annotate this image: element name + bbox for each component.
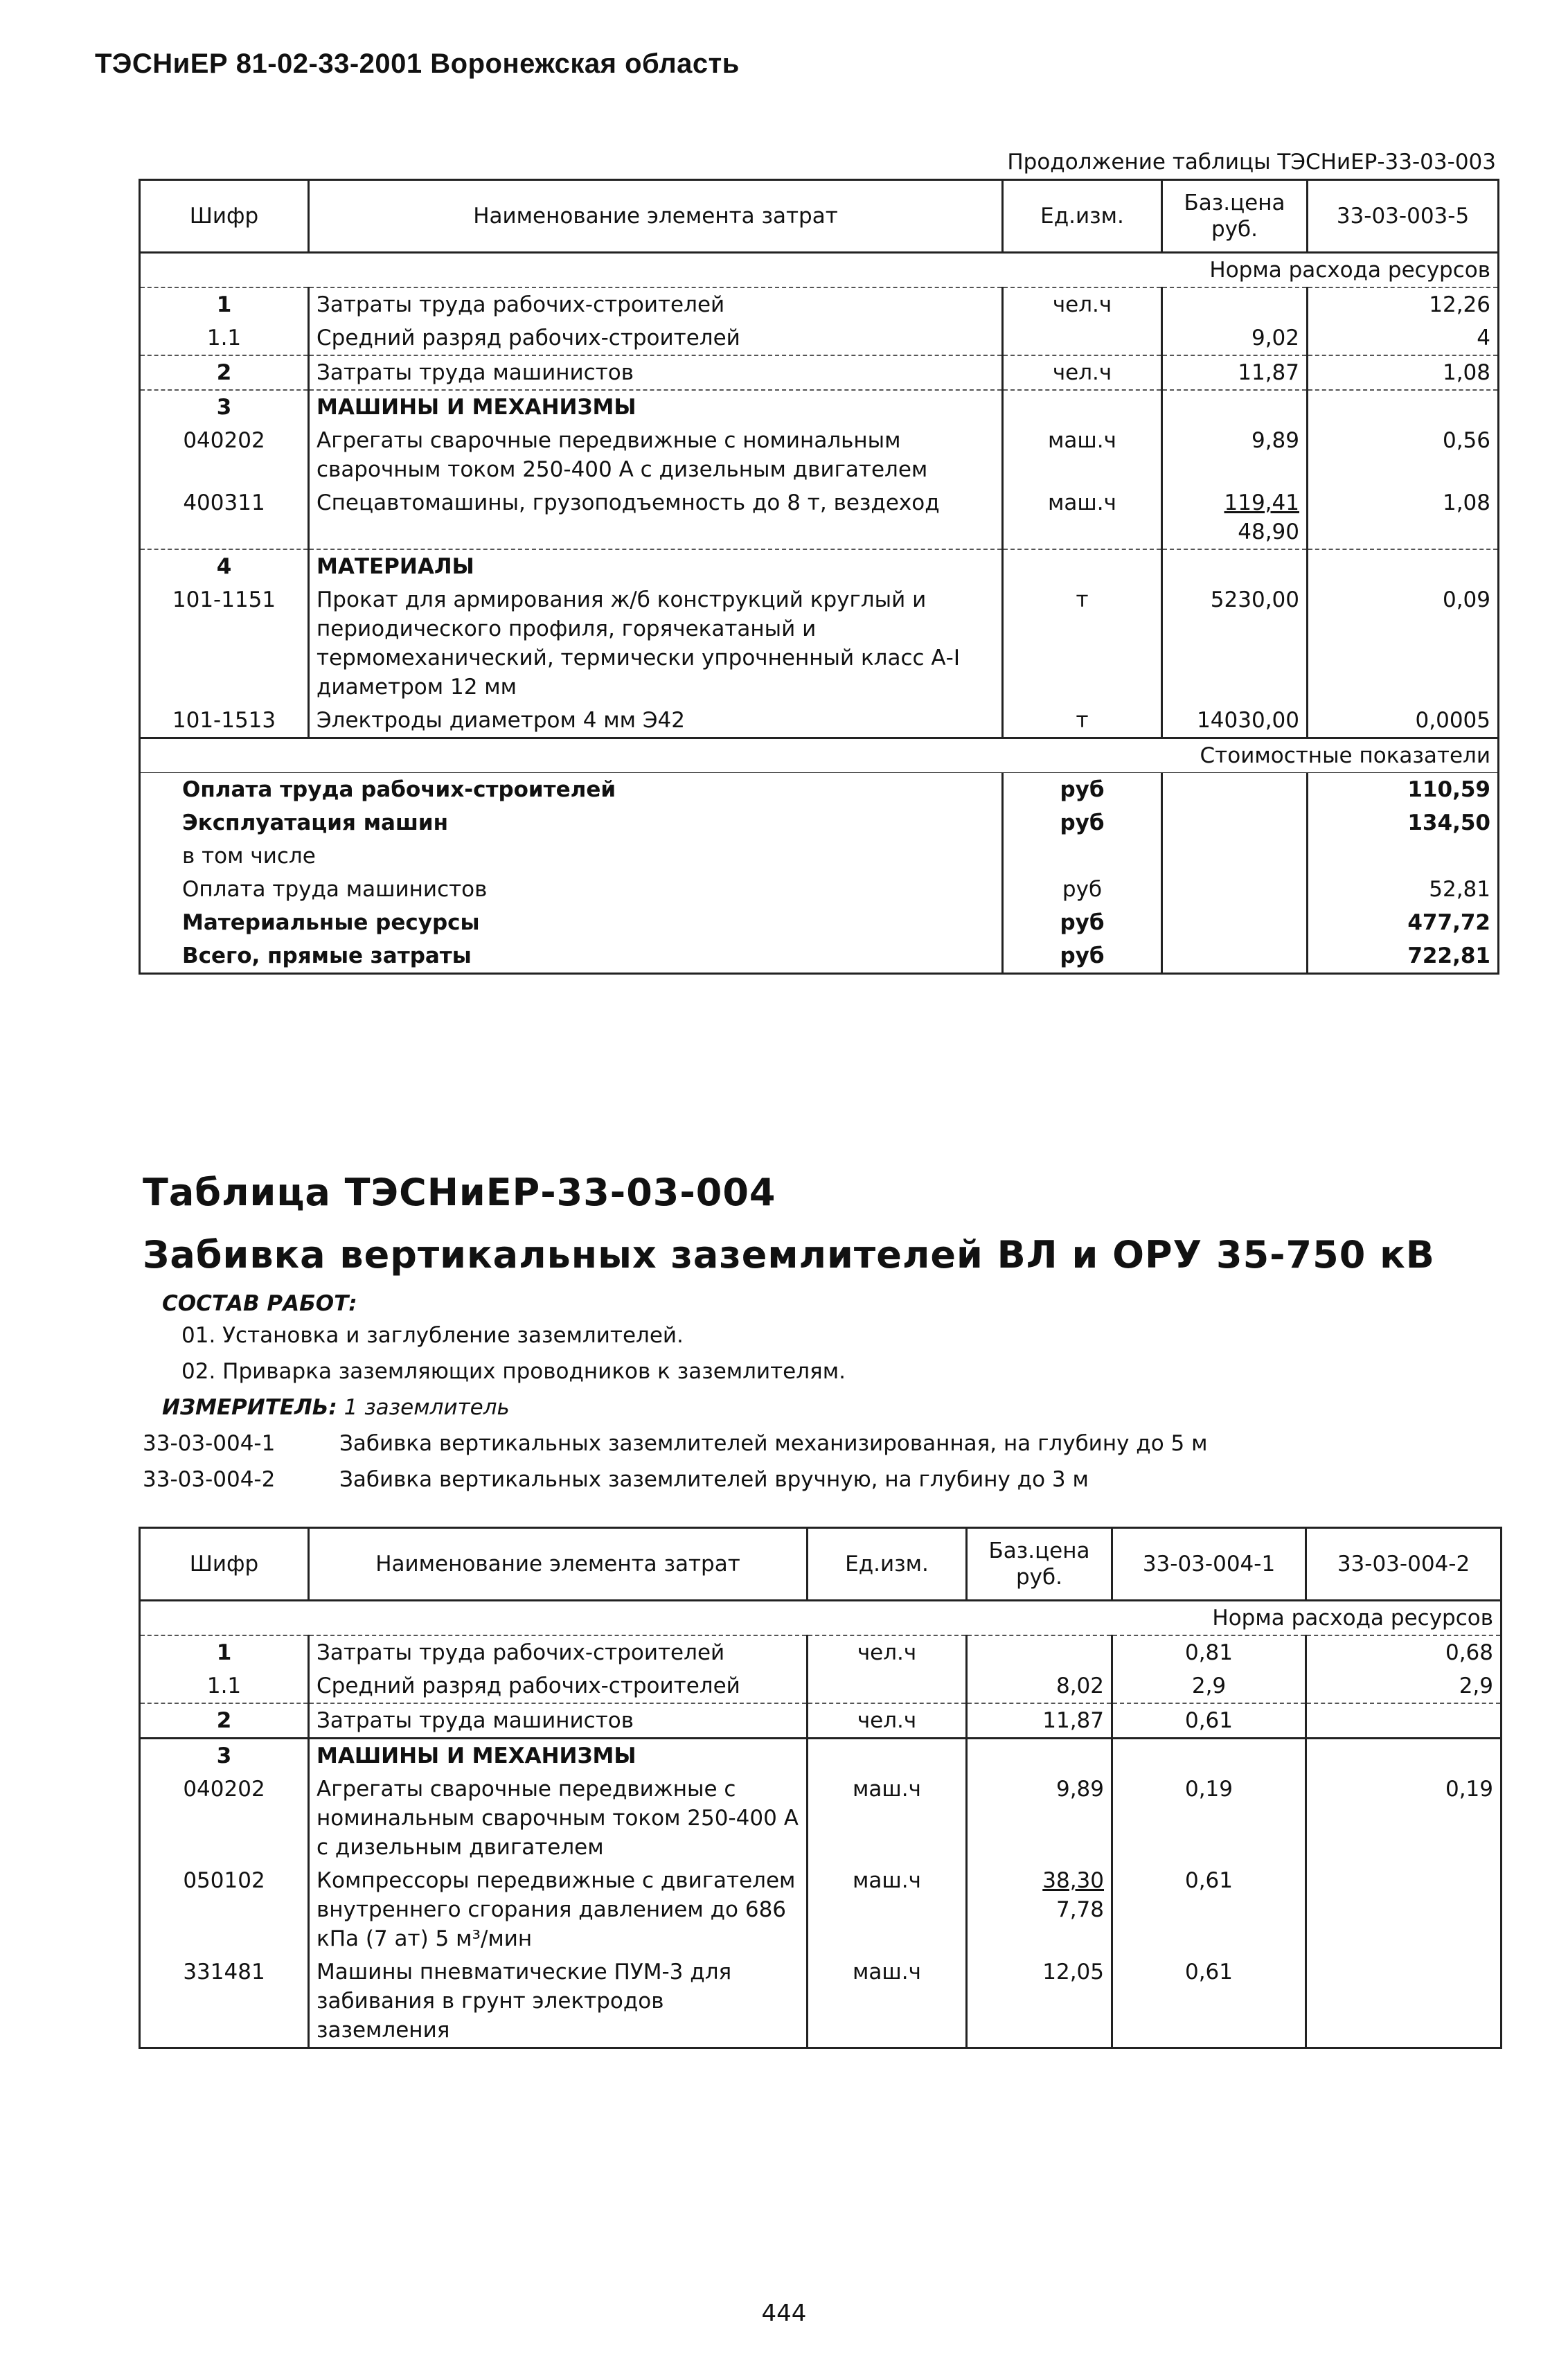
row-name: Агрегаты сварочные передвижные с номинальным сварочным током 250-400 А с дизельным двигателем bbox=[309, 424, 1003, 486]
item-code-2: 33-03-004-2 bbox=[143, 1467, 276, 1492]
row-code: 1 bbox=[140, 287, 309, 321]
band-row-cost bbox=[140, 738, 1499, 773]
row-price: 8,02 bbox=[967, 1669, 1112, 1703]
table-row bbox=[140, 1864, 1502, 1955]
row-price: 5230,00 bbox=[1162, 583, 1308, 704]
col-header-code: Шифр bbox=[140, 1528, 309, 1601]
row-value-2: 0,68 bbox=[1306, 1635, 1502, 1669]
summary-unit: руб bbox=[1003, 906, 1162, 939]
row-unit: маш.ч bbox=[1003, 486, 1162, 549]
summary-value: 722,81 bbox=[1308, 939, 1499, 974]
row-value-2 bbox=[1306, 1739, 1502, 1773]
item-code-1: 33-03-004-1 bbox=[143, 1431, 276, 1456]
summary-price bbox=[1162, 840, 1308, 873]
row-value-1: 0,61 bbox=[1112, 1703, 1306, 1739]
summary-label: Оплата труда рабочих-строителей bbox=[140, 773, 1003, 807]
table-row bbox=[140, 355, 1499, 390]
summary-unit: руб bbox=[1003, 806, 1162, 840]
summary-value: 134,50 bbox=[1308, 806, 1499, 840]
row-price bbox=[967, 1635, 1112, 1669]
row-unit: т bbox=[1003, 583, 1162, 704]
row-code: 050102 bbox=[140, 1864, 309, 1955]
row-name: МАТЕРИАЛЫ bbox=[309, 549, 1003, 583]
row-name: Затраты труда рабочих-строителей bbox=[309, 287, 1003, 321]
row-value-1 bbox=[1112, 1739, 1306, 1773]
summary-row bbox=[140, 806, 1499, 840]
row-name: МАШИНЫ И МЕХАНИЗМЫ bbox=[309, 1739, 808, 1773]
resource-table-2 bbox=[139, 1527, 1502, 2049]
col-header-rate: 33-03-003-5 bbox=[1308, 180, 1499, 253]
summary-row bbox=[140, 939, 1499, 974]
col-header-unit: Ед.изм. bbox=[1003, 180, 1162, 253]
row-value-1: 0,19 bbox=[1112, 1773, 1306, 1864]
row-unit: чел.ч bbox=[1003, 355, 1162, 390]
row-price bbox=[1162, 486, 1308, 549]
table-row bbox=[140, 287, 1499, 321]
table-row bbox=[140, 1703, 1502, 1739]
row-unit: т bbox=[1003, 704, 1162, 738]
row-price: 9,89 bbox=[967, 1773, 1112, 1864]
summary-price bbox=[1162, 773, 1308, 807]
row-code: 040202 bbox=[140, 424, 309, 486]
row-price-main: 119,41 bbox=[1224, 490, 1299, 515]
table-row bbox=[140, 1739, 1502, 1773]
band-row-norm bbox=[140, 1601, 1502, 1636]
band-row-norm bbox=[140, 253, 1499, 288]
row-code: 1.1 bbox=[140, 1669, 309, 1703]
summary-unit bbox=[1003, 840, 1162, 873]
row-value: 12,26 bbox=[1308, 287, 1499, 321]
row-price: 12,05 bbox=[967, 1955, 1112, 2048]
summary-value: 477,72 bbox=[1308, 906, 1499, 939]
row-name: Машины пневматические ПУМ-3 для забивания в грунт электродов заземления bbox=[309, 1955, 808, 2048]
row-unit: маш.ч bbox=[808, 1955, 967, 2048]
table-row bbox=[140, 424, 1499, 486]
row-value-2 bbox=[1306, 1864, 1502, 1955]
work-step-2: 02. Приварка заземляющих проводников к заземлителям. bbox=[181, 1359, 846, 1384]
row-code: 2 bbox=[140, 1703, 309, 1739]
row-code: 1.1 bbox=[140, 321, 309, 355]
summary-row bbox=[140, 906, 1499, 939]
resource-table-1 bbox=[139, 179, 1499, 975]
row-name: Прокат для армирования ж/б конструкций круглый и периодического профиля, горячекатаный и термомеханический, термически упрочненный класс А-I диаметром 12 мм bbox=[309, 583, 1003, 704]
row-price bbox=[1162, 390, 1308, 424]
row-unit: чел.ч bbox=[808, 1703, 967, 1739]
row-price: 11,87 bbox=[967, 1703, 1112, 1739]
row-price: 9,02 bbox=[1162, 321, 1308, 355]
row-name: Затраты труда рабочих-строителей bbox=[309, 1635, 808, 1669]
table-row bbox=[140, 390, 1499, 424]
summary-unit: руб bbox=[1003, 773, 1162, 807]
row-value-2 bbox=[1306, 1703, 1502, 1739]
row-value-1: 0,81 bbox=[1112, 1635, 1306, 1669]
work-step-1: 01. Установка и заглубление заземлителей. bbox=[181, 1323, 684, 1348]
row-value-2 bbox=[1306, 1955, 1502, 2048]
table-row bbox=[140, 1773, 1502, 1864]
summary-row bbox=[140, 840, 1499, 873]
row-value bbox=[1308, 390, 1499, 424]
row-code: 1 bbox=[140, 1635, 309, 1669]
row-name: Электроды диаметром 4 мм Э42 bbox=[309, 704, 1003, 738]
col-header-price: Баз.цена руб. bbox=[967, 1528, 1112, 1601]
row-code: 2 bbox=[140, 355, 309, 390]
row-price-secondary: 7,78 bbox=[1055, 1897, 1104, 1922]
row-unit bbox=[1003, 549, 1162, 583]
row-value: 1,08 bbox=[1308, 486, 1499, 549]
summary-price bbox=[1162, 906, 1308, 939]
row-name: МАШИНЫ И МЕХАНИЗМЫ bbox=[309, 390, 1003, 424]
row-value-2: 0,19 bbox=[1306, 1773, 1502, 1864]
col-header-name: Наименование элемента затрат bbox=[309, 1528, 808, 1601]
col-header-unit: Ед.изм. bbox=[808, 1528, 967, 1601]
row-code: 400311 bbox=[140, 486, 309, 549]
table-header-row bbox=[140, 1528, 1502, 1601]
col-header-rate-2: 33-03-004-2 bbox=[1306, 1528, 1502, 1601]
row-code: 040202 bbox=[140, 1773, 309, 1864]
summary-label: Оплата труда машинистов bbox=[140, 873, 1003, 906]
row-price-secondary: 48,90 bbox=[1238, 520, 1299, 544]
item-text-1: Забивка вертикальных заземлителей механизированная, на глубину до 5 м bbox=[339, 1431, 1208, 1456]
summary-unit: руб bbox=[1003, 873, 1162, 906]
row-unit: маш.ч bbox=[1003, 424, 1162, 486]
summary-label: Всего, прямые затраты bbox=[140, 939, 1003, 974]
band-norm-label: Норма расхода ресурсов bbox=[140, 1601, 1502, 1636]
row-name: Затраты труда машинистов bbox=[309, 355, 1003, 390]
row-name: Спецавтомашины, грузоподъемность до 8 т, вездеход bbox=[309, 486, 1003, 549]
page-number: 444 bbox=[761, 2300, 807, 2327]
row-unit bbox=[1003, 321, 1162, 355]
row-name: Компрессоры передвижные с двигателем внутреннего сгорания давлением до 686 кПа (7 ат) 5 м³/мин bbox=[309, 1864, 808, 1955]
summary-value: 110,59 bbox=[1308, 773, 1499, 807]
row-code: 3 bbox=[140, 390, 309, 424]
summary-price bbox=[1162, 939, 1308, 974]
row-value: 4 bbox=[1308, 321, 1499, 355]
col-header-code: Шифр bbox=[140, 180, 309, 253]
summary-label: Материальные ресурсы bbox=[140, 906, 1003, 939]
row-price: 14030,00 bbox=[1162, 704, 1308, 738]
row-value bbox=[1308, 549, 1499, 583]
summary-row bbox=[140, 773, 1499, 807]
row-value-1: 0,61 bbox=[1112, 1864, 1306, 1955]
row-unit: маш.ч bbox=[808, 1773, 967, 1864]
row-code: 3 bbox=[140, 1739, 309, 1773]
row-unit bbox=[808, 1739, 967, 1773]
measure-label: ИЗМЕРИТЕЛЬ: bbox=[162, 1395, 337, 1420]
col-header-rate-1: 33-03-004-1 bbox=[1112, 1528, 1306, 1601]
table-row bbox=[140, 583, 1499, 704]
section-title: Таблица ТЭСНиЕР-33-03-004 bbox=[143, 1171, 776, 1214]
table-row bbox=[140, 549, 1499, 583]
work-composition-label: СОСТАВ РАБОТ: bbox=[162, 1291, 357, 1316]
row-price: 11,87 bbox=[1162, 355, 1308, 390]
row-price bbox=[1162, 287, 1308, 321]
row-code: 4 bbox=[140, 549, 309, 583]
page-header-title: ТЭСНиЕР 81-02-33-2001 Воронежская область bbox=[95, 48, 740, 79]
table-row bbox=[140, 1635, 1502, 1669]
row-value-1: 0,61 bbox=[1112, 1955, 1306, 2048]
row-unit bbox=[1003, 390, 1162, 424]
summary-row bbox=[140, 873, 1499, 906]
row-unit bbox=[808, 1669, 967, 1703]
row-code: 101-1513 bbox=[140, 704, 309, 738]
section-subtitle: Забивка вертикальных заземлителей ВЛ и ОРУ 35-750 кВ bbox=[143, 1233, 1435, 1277]
summary-price bbox=[1162, 806, 1308, 840]
col-header-name: Наименование элемента затрат bbox=[309, 180, 1003, 253]
table-row bbox=[140, 486, 1499, 549]
summary-value bbox=[1308, 840, 1499, 873]
row-name: Затраты труда машинистов bbox=[309, 1703, 808, 1739]
row-value-1: 2,9 bbox=[1112, 1669, 1306, 1703]
row-price: 9,89 bbox=[1162, 424, 1308, 486]
row-name: Агрегаты сварочные передвижные с номинальным сварочным током 250-400 А с дизельным двигателем bbox=[309, 1773, 808, 1864]
row-value: 0,09 bbox=[1308, 583, 1499, 704]
row-code: 101-1151 bbox=[140, 583, 309, 704]
row-name: Средний разряд рабочих-строителей bbox=[309, 321, 1003, 355]
item-text-2: Забивка вертикальных заземлителей вручную, на глубину до 3 м bbox=[339, 1467, 1089, 1492]
band-cost-label: Стоимостные показатели bbox=[140, 738, 1499, 773]
measure-value: 1 заземлитель bbox=[344, 1395, 510, 1420]
table-continuation-title: Продолжение таблицы ТЭСНиЕР-33-03-003 bbox=[1007, 150, 1496, 175]
table-row bbox=[140, 704, 1499, 738]
row-name: Средний разряд рабочих-строителей bbox=[309, 1669, 808, 1703]
table-row bbox=[140, 1955, 1502, 2048]
summary-price bbox=[1162, 873, 1308, 906]
row-price bbox=[1162, 549, 1308, 583]
summary-label: в том числе bbox=[140, 840, 1003, 873]
row-price-main: 38,30 bbox=[1042, 1868, 1104, 1893]
band-norm-label: Норма расхода ресурсов bbox=[140, 253, 1499, 288]
table-row bbox=[140, 1669, 1502, 1703]
summary-value: 52,81 bbox=[1308, 873, 1499, 906]
measure-line bbox=[162, 1395, 510, 1420]
row-value: 0,0005 bbox=[1308, 704, 1499, 738]
row-value-2: 2,9 bbox=[1306, 1669, 1502, 1703]
col-header-price: Баз.цена руб. bbox=[1162, 180, 1308, 253]
row-code: 331481 bbox=[140, 1955, 309, 2048]
table-header-row bbox=[140, 180, 1499, 253]
row-unit: чел.ч bbox=[808, 1635, 967, 1669]
table-row bbox=[140, 321, 1499, 355]
summary-label: Эксплуатация машин bbox=[140, 806, 1003, 840]
row-value: 1,08 bbox=[1308, 355, 1499, 390]
row-unit: чел.ч bbox=[1003, 287, 1162, 321]
row-value: 0,56 bbox=[1308, 424, 1499, 486]
row-price bbox=[967, 1864, 1112, 1955]
summary-unit: руб bbox=[1003, 939, 1162, 974]
row-unit: маш.ч bbox=[808, 1864, 967, 1955]
row-price bbox=[967, 1739, 1112, 1773]
